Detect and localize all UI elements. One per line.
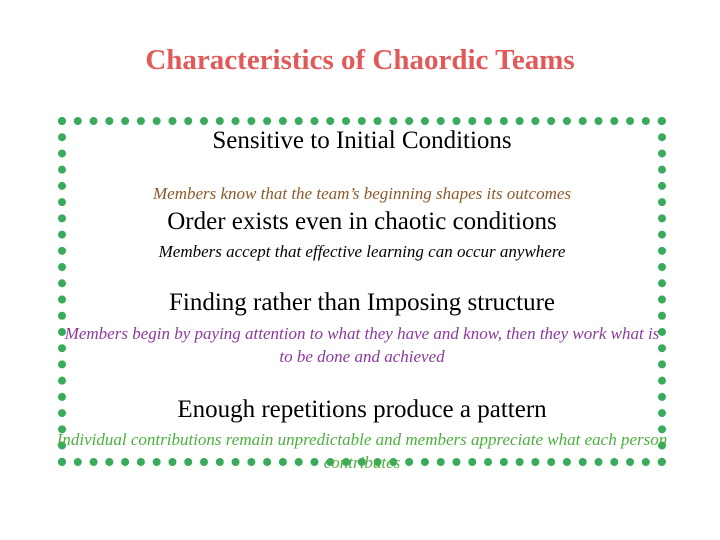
item-heading: Order exists even in chaotic conditions (167, 208, 557, 235)
item-heading: Sensitive to Initial Conditions (212, 127, 512, 154)
description-repetitions-pattern (56, 428, 668, 474)
item-description: Members begin by paying attention to what they have and know, then they work what is to be done and achieved (64, 324, 660, 366)
heading-sensitive-to-initial-conditions (56, 126, 668, 156)
heading-repetitions-pattern (56, 395, 668, 425)
item-description: Members accept that effective learning can occur anywhere (158, 242, 566, 261)
heading-order-exists (56, 207, 668, 237)
description-sensitive-to-initial-conditions (56, 182, 668, 205)
slide-title: Characteristics of Chaordic Teams (145, 44, 575, 76)
item-heading: Enough repetitions produce a pattern (177, 396, 547, 423)
description-order-exists (56, 240, 668, 263)
item-description: Members know that the team’s beginning shapes its outcomes (152, 184, 572, 203)
item-heading: Finding rather than Imposing structure (168, 289, 556, 316)
item-description: Individual contributions remain unpredictable and members appreciate what each person contributes (56, 430, 668, 472)
heading-finding-structure (56, 288, 668, 318)
description-finding-structure (56, 322, 668, 368)
